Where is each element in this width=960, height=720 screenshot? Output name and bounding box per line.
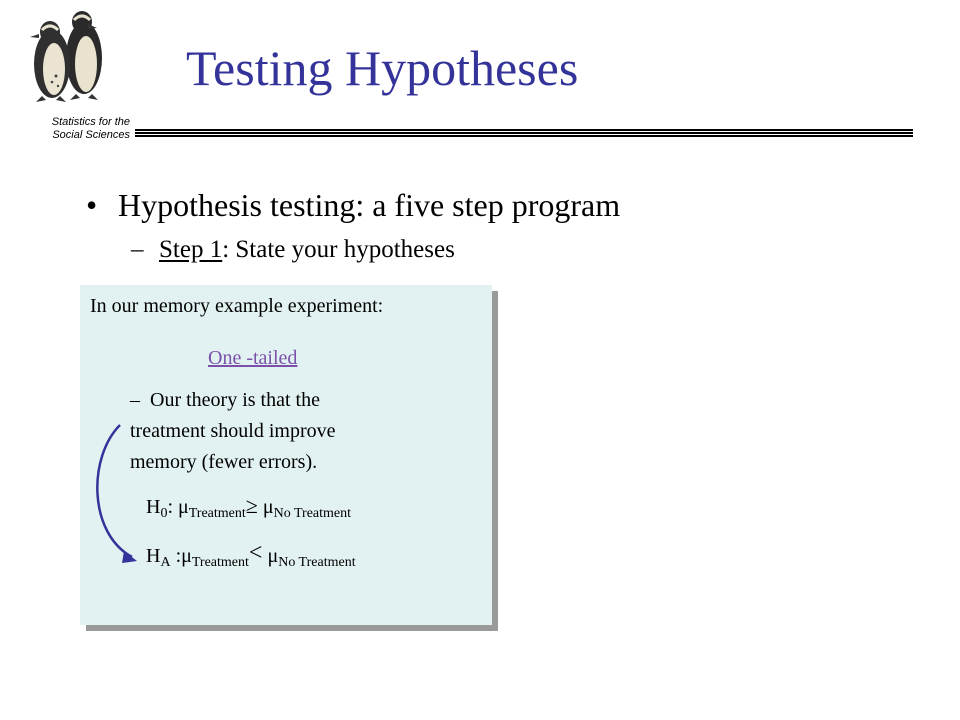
curved-arrow-icon [80, 285, 492, 625]
null-hypothesis: $H_0$: $\mu_{Treatment}\ge \mu_{No Treatment}$ [146, 493, 351, 521]
logo-caption [10, 116, 130, 142]
step-1-text: : State your hypotheses [222, 236, 455, 263]
alternative-hypothesis: $H_A$ $:\mu_{Treatment}< \mu_{No Treatment}$ [146, 540, 356, 570]
sub-bullet [131, 234, 455, 266]
geq-symbol: ≥ [245, 493, 258, 518]
main-bullet-text: Hypothesis testing: a five step program [118, 187, 621, 223]
title-divider [135, 129, 913, 139]
theory-line-1: – Our theory is that the [130, 389, 320, 411]
bullet-symbol: • [86, 187, 98, 223]
logo-caption-line1: Statistics for the [51, 116, 130, 128]
slide-title: Testing Hypotheses [186, 40, 579, 96]
step-1-label: Step 1 [159, 236, 223, 263]
theory-line-3: memory (fewer errors). [130, 451, 318, 473]
penguins-logo-icon [14, 6, 124, 106]
theory-line-2: treatment should improve [130, 420, 336, 442]
sub-bullet-dash: – [131, 236, 144, 263]
panel-heading: In our memory example experiment: [90, 295, 384, 317]
main-bullet [86, 185, 620, 225]
lt-symbol: < [248, 540, 263, 566]
penguins-logo [10, 6, 130, 146]
example-panel [80, 285, 492, 625]
logo-caption-line2: Social Sciences [52, 129, 130, 141]
one-tailed-link[interactable]: One -tailed [208, 347, 298, 369]
